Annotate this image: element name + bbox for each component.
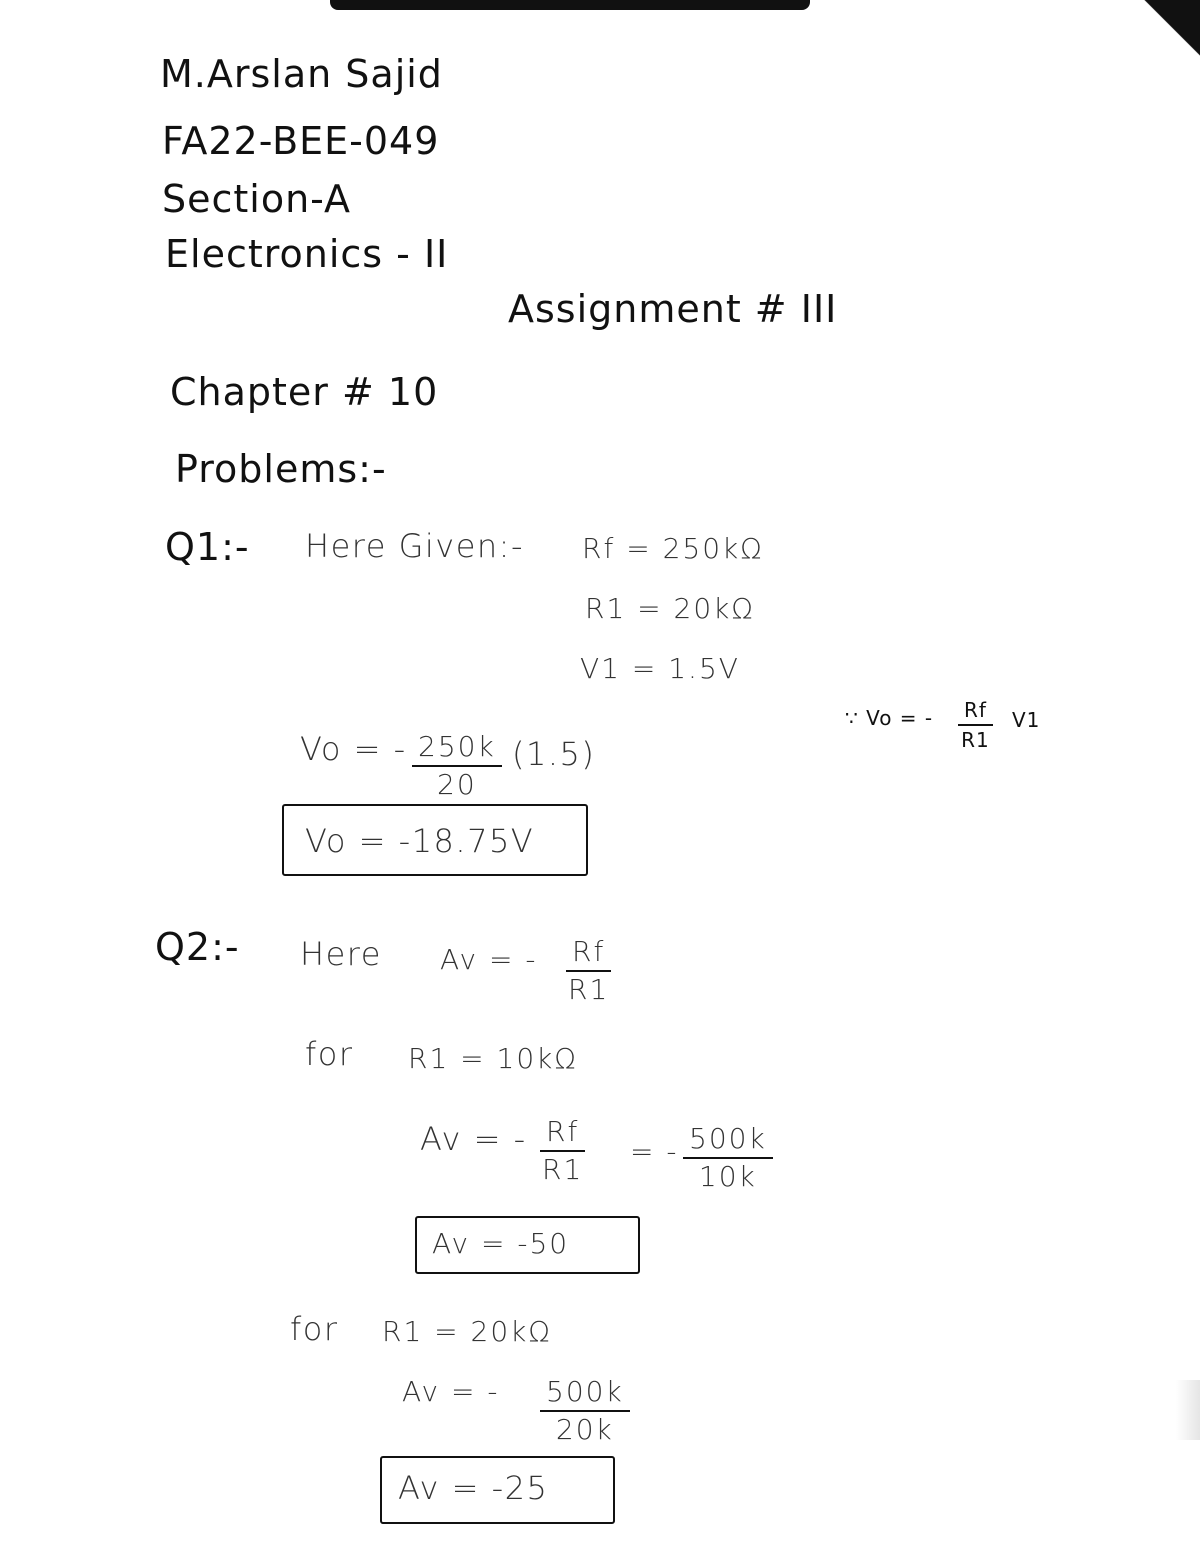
q2-case1-condition: R1 = 10kΩ	[408, 1042, 578, 1075]
assignment-title: Assignment # III	[508, 287, 838, 331]
q1-formula-prefix: ∵ Vo = -	[845, 706, 934, 730]
q1-rf-value: Rf = 250kΩ	[582, 532, 764, 565]
scan-edge-smudge	[1176, 1380, 1200, 1440]
q1-formula-fraction	[958, 700, 993, 750]
q2-case2-answer: Av = -25	[398, 1469, 549, 1507]
q1-v1-value: V1 = 1.5V	[580, 652, 740, 685]
q2-case1-fraction2	[683, 1122, 773, 1193]
course-title: Electronics - II	[165, 232, 449, 276]
chapter-heading: Chapter # 10	[170, 370, 439, 414]
q2-case1-answer: Av = -50	[432, 1227, 570, 1260]
q2-case1-equals: = -	[630, 1135, 679, 1168]
q2-here: Here	[300, 935, 382, 973]
q2-case2-prefix: Av = -	[402, 1375, 500, 1408]
q2-case1-prefix: Av = -	[420, 1120, 527, 1158]
q2-case2-denominator: 20k	[555, 1413, 614, 1446]
q1-calc-numerator: 250k	[412, 733, 502, 767]
q1-here-given: Here Given:-	[305, 527, 524, 565]
q1-calc-suffix: (1.5)	[512, 735, 596, 773]
scan-corner-shadow	[1138, 0, 1200, 60]
q2-case2-condition: R1 = 20kΩ	[382, 1315, 552, 1348]
q2-label: Q2:-	[155, 925, 240, 969]
q1-answer: Vo = -18.75V	[305, 822, 535, 860]
q1-formula-numerator: Rf	[958, 700, 993, 726]
problems-heading: Problems:-	[175, 447, 387, 491]
q2-av-numerator: Rf	[566, 938, 611, 972]
q1-formula-denominator: R1	[961, 728, 990, 752]
q1-calc-fraction	[412, 730, 502, 801]
q2-av-denominator: R1	[568, 973, 610, 1006]
scan-top-edge-shadow	[330, 0, 810, 10]
q1-r1-value: R1 = 20kΩ	[585, 592, 755, 625]
q2-av-fraction	[566, 935, 611, 1006]
q2-av-prefix: Av = -	[440, 943, 538, 976]
q2-case1-for: for	[305, 1035, 354, 1073]
section-label: Section-A	[162, 177, 352, 221]
q2-case2-for: for	[290, 1310, 339, 1348]
q2-case2-numerator: 500k	[540, 1378, 630, 1412]
q2-case2-fraction	[540, 1375, 630, 1446]
q2-case1-fraction	[540, 1115, 585, 1186]
q2-case1-numerator2: 500k	[683, 1125, 773, 1159]
q2-case1-numerator: Rf	[540, 1118, 585, 1152]
registration-number: FA22-BEE-049	[162, 119, 440, 163]
student-name: M.Arslan Sajid	[160, 52, 443, 96]
q1-formula-suffix: V1	[1012, 708, 1041, 732]
q2-case1-denominator: R1	[542, 1153, 584, 1186]
q1-calc-denominator: 20	[437, 768, 477, 801]
q1-calc-prefix: Vo = -	[300, 730, 407, 768]
q1-label: Q1:-	[165, 525, 250, 569]
q2-case1-denominator2: 10k	[698, 1160, 757, 1193]
